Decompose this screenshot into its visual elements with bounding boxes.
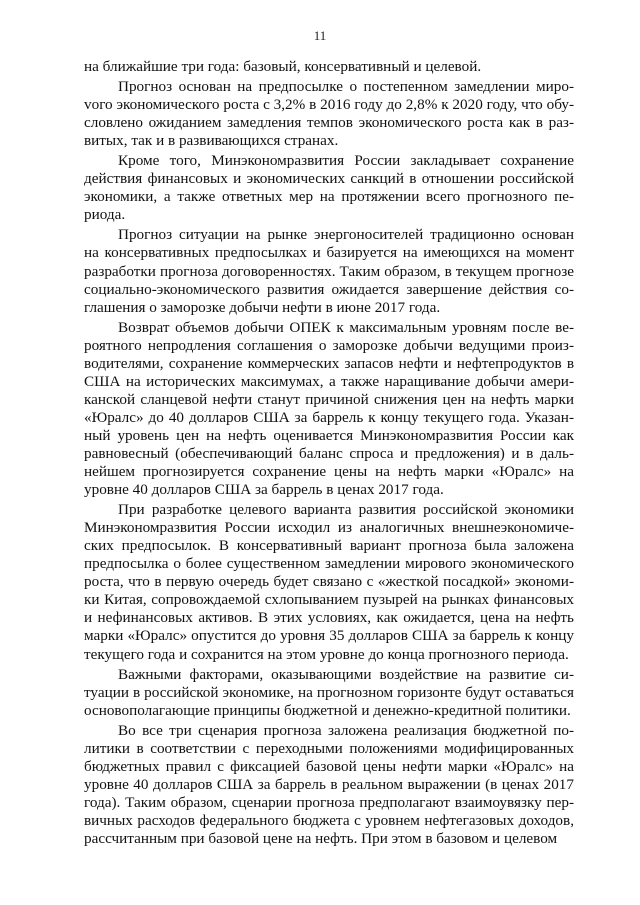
paragraph: Кроме того, Минэкономразвития России закладывает сохранение действия финансовых и экономических санкций в отношении российской экономики, а также ответных мер на протяжении всего прогнозного периода. (84, 152, 574, 224)
paragraph: Важными факторами, оказывающими воздействие на развитие ситуации в российской экономике, на прогнозном горизонте будут оставаться основополагающие принципы бюджетной и денежно-кредитной политики. (84, 665, 574, 719)
paragraph: на ближайшие три года: базовый, консервативный и целевой. (84, 58, 482, 75)
page-number: 11 (313, 28, 327, 43)
paragraph: Возврат объемов добычи ОПЕК к максимальным уровням после вероятного непродления соглашения о заморозке добычи ведущими производителями, сохранение коммерческих запасов нефти и нефтепродуктов в США на исторических максимумах, а также наращивание добычи американской сланцевой нефти станут причиной снижения цен на нефть марки «Юралс» до 40 долларов США за баррель к концу текущего года. Указанный уровень цен на нефть оценивается Минэкономразвития России как равновесный (обеспечивающий баланс спроса и предложения) и в дальнейшем прогнозируется сохранение цены на нефть марки «Юралс» на уровне 40 долларов США за баррель в ценах 2017 года. (84, 318, 574, 499)
body-text (84, 58, 574, 848)
paragraph: Прогноз основан на предпосылке о постепенном замедлении мироvого экономического роста с 3,2% в 2016 году до 2,8% к 2020 году, что обусловлено ожиданием замедления темпов экономического роста как в развитых, так и в развивающихся странах. (84, 78, 574, 150)
paragraph: Прогноз ситуации на рынке энергоносителей традиционно основан на консервативных предпосылках и базируется на имеющихся на момент разработки прогноза договоренностях. Таким образом, в текущем прогнозе социально-экономического развития ожидается завершение действия соглашения о заморозке добычи нефти в июне 2017 года. (84, 226, 574, 316)
paragraph: При разработке целевого варианта развития российской экономики Минэкономразвития России исходил из аналогичных внешнеэкономических предпосылок. В консервативный вариант прогноза была заложена предпосылка о более существенном замедлении мирового экономического роста, что в первую очередь будет связано с «жесткой посадкой» экономики Китая, сопровождаемой схлопыванием пузырей на рынках финансовых и нефинансовых активов. В этих условиях, как ожидается, цена на нефть марки «Юралс» опустится до уровня 35 долларов США за баррель к концу текущего года и сохранится на этом уровне до конца прогнозного периода. (84, 501, 574, 663)
paragraph: Во все три сценария прогноза заложена реализация бюджетной политики в соответствии с переходными положениями модифицированных бюджетных правил с фиксацией базовой цены нефти марки «Юралс» на уровне 40 долларов США за баррель в реальном выражении (в ценах 2017 года). Таким образом, сценарии прогноза предполагают взаимоувязку первичных расходов федерального бюджета с уровнем нефтегазовых доходов, рассчитанным при базовой цене на нефть. При этом в базовом и целевом (84, 721, 574, 847)
